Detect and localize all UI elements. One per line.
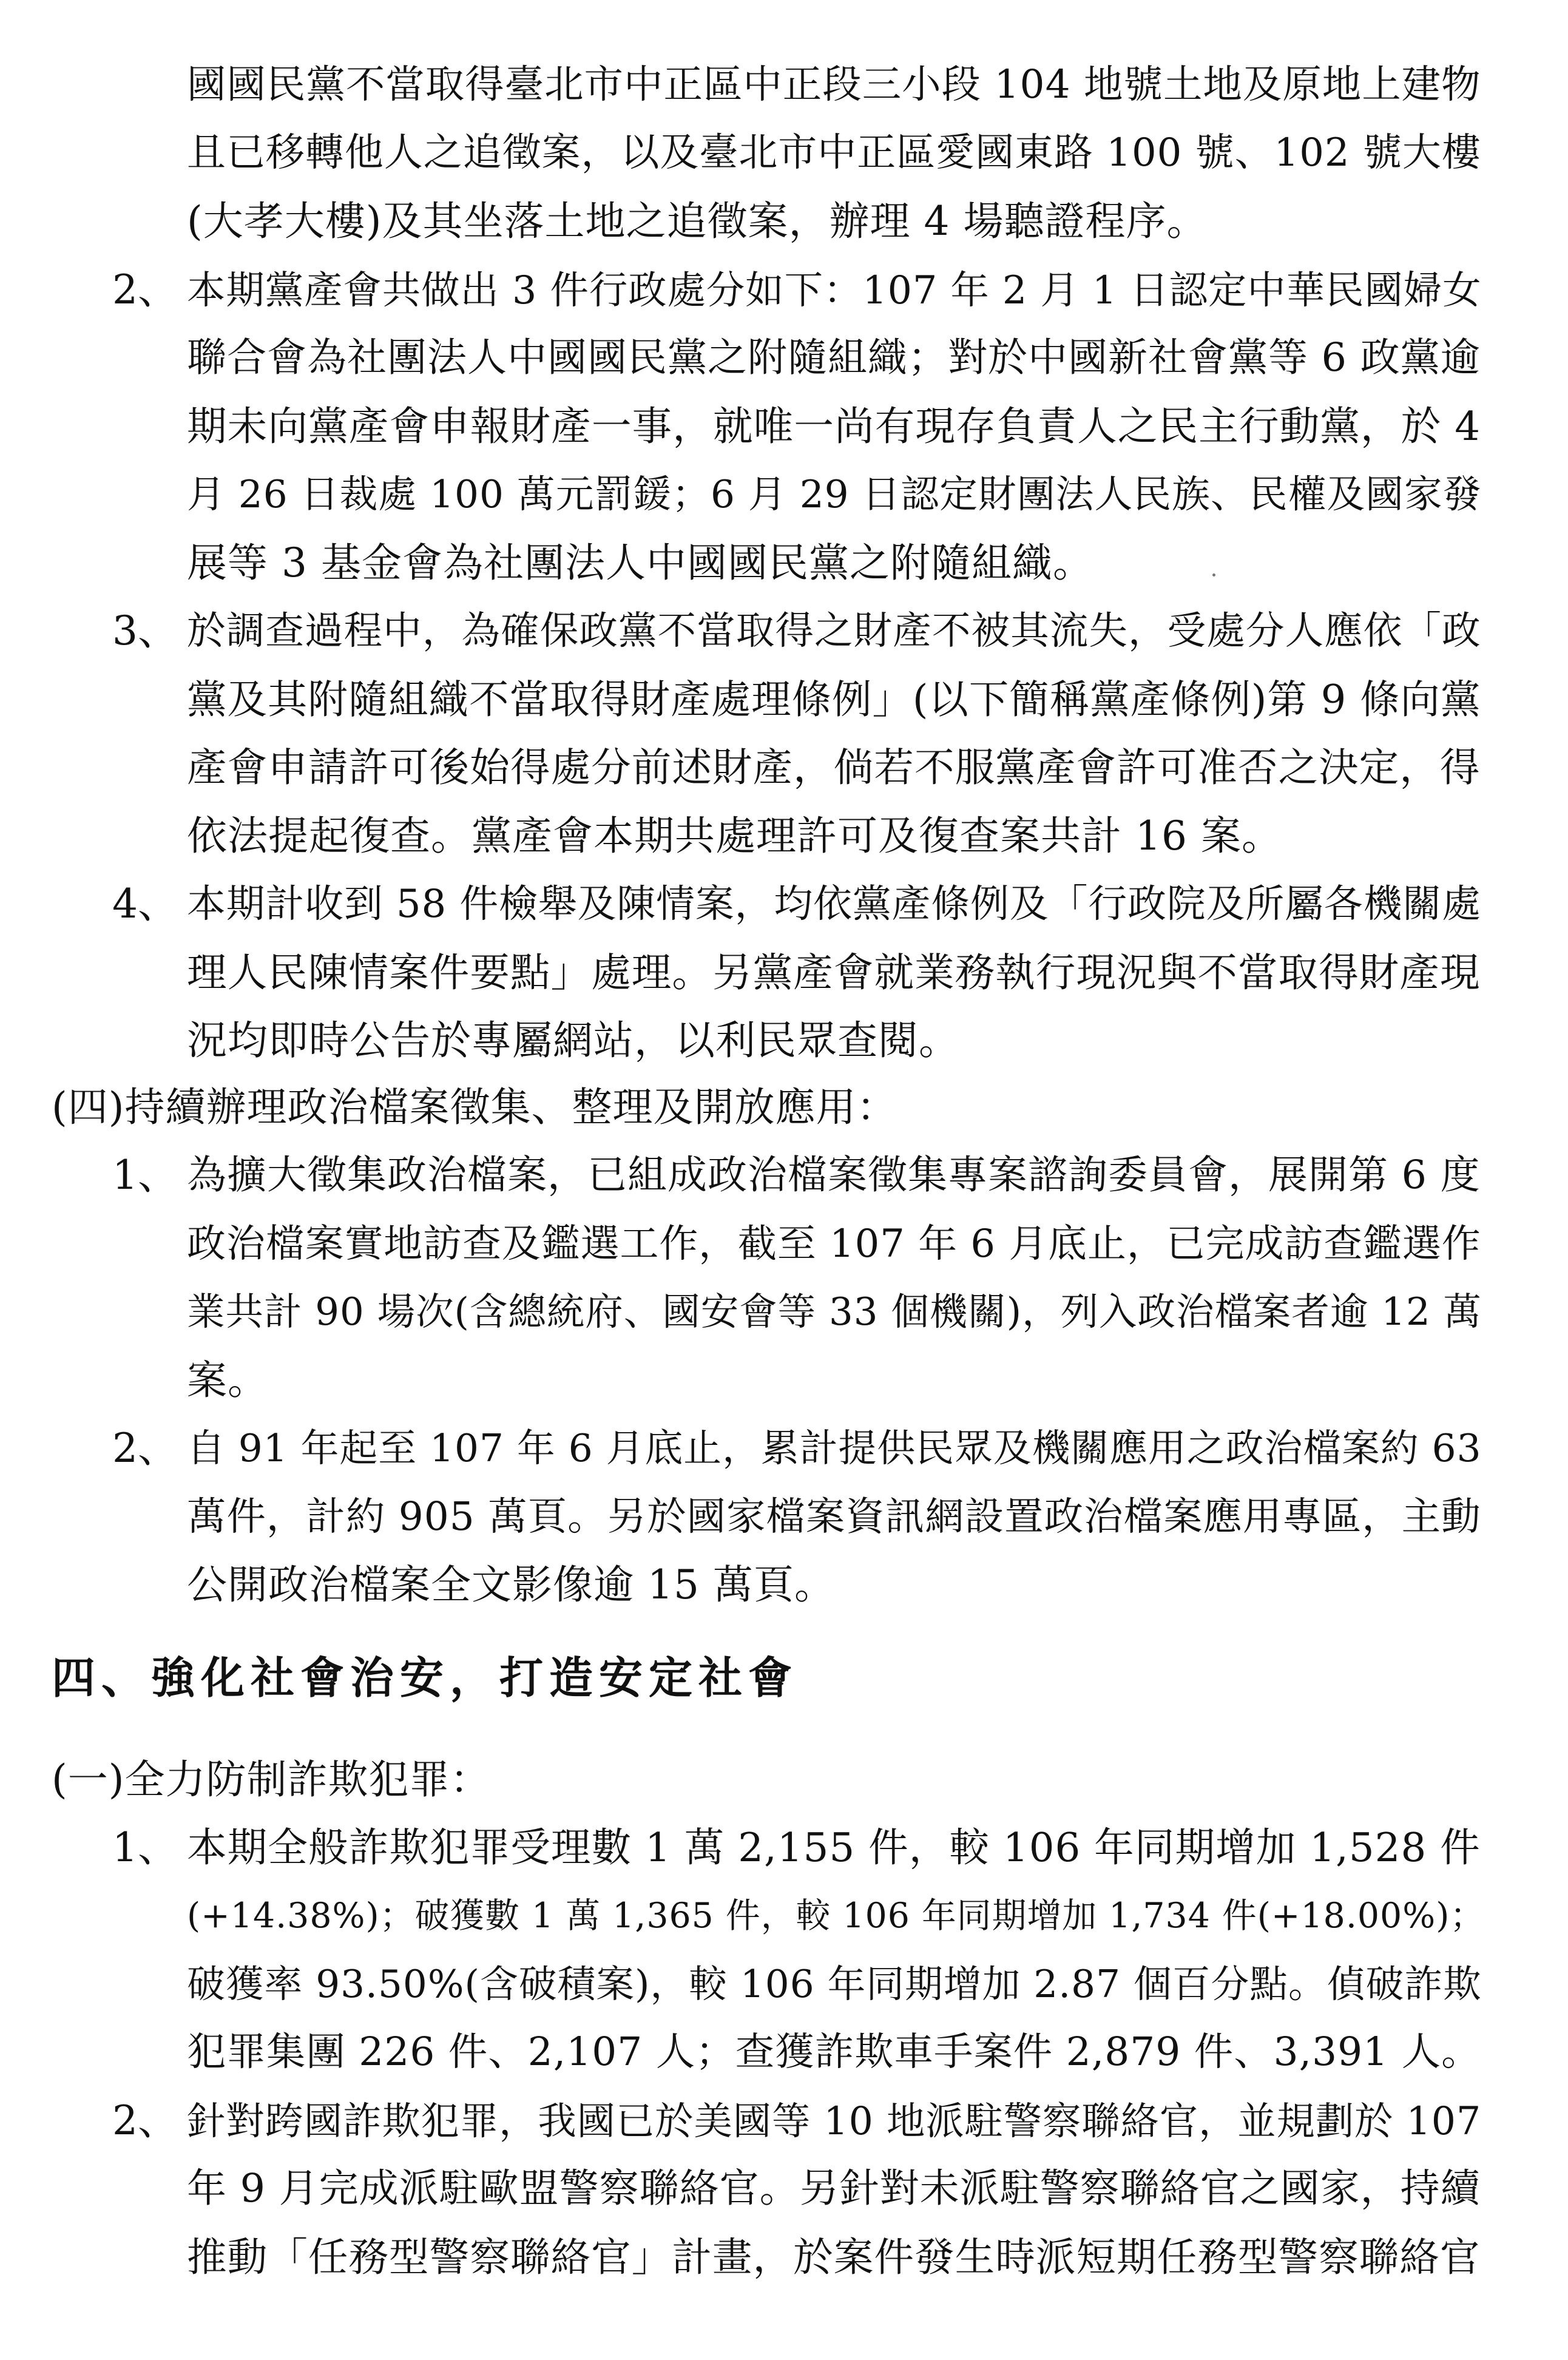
text-line: 業共計 90 場次(含總統府、國安會等 33 個機關)，列入政治檔案者逾 12 萬 [187,1290,1482,1334]
scan-speck [1212,573,1215,576]
section-heading: 四、強化社會治安，打造安定社會 [52,1652,799,1703]
text-line: 本期黨產會共做出 3 件行政處分如下：107 年 2 月 1 日認定中華民國婦女 [187,268,1482,313]
text-line: 依法提起復查。黨產會本期共處理許可及復查案共計 16 案。 [187,813,1282,859]
text-line: 國國民黨不當取得臺北市中正區中正段三小段 104 地號土地及原地上建物 [187,62,1481,107]
text-line: 況均即時公告於專屬網站，以利民眾查閱。 [187,1017,959,1064]
text-line: 破獲率 93.50%(含破積案)，較 106 年同期增加 2.87 個百分點。偵破詐欺 [187,1962,1482,2006]
text-line: 展等 3 基金會為社團法人中國國民黨之附隨組織。 [187,539,1093,586]
text-line: 政治檔案實地訪查及鑑選工作，截至 107 年 6 月底止，已完成訪查鑑選作 [187,1222,1481,1266]
list-item-marker: 1、 [112,1824,178,1871]
text-line: 案。 [187,1357,268,1404]
list-item-marker: 4、 [112,881,178,927]
text-line: 月 26 日裁處 100 萬元罰鍰；6 月 29 日認定財團法人民族、民權及國家發 [187,472,1482,516]
text-line: 自 91 年起至 107 年 6 月底止，累計提供民眾及機關應用之政治檔案約 63 [187,1426,1482,1470]
text-line: 黨及其附隨組織不當取得財產處理條例」(以下簡稱黨產條例)第 9 條向黨 [187,677,1481,723]
text-line: 推動「任務型警察聯絡官」計畫，於案件發生時派短期任務型警察聯絡官 [187,2234,1481,2281]
text-line: 犯罪集團 226 件、2,107 人；查獲詐欺車手案件 2,879 件、3,391 人。 [187,2029,1481,2075]
text-line: 本期計收到 58 件檢舉及陳情案，均依黨產條例及「行政院及所屬各機關處 [187,882,1481,927]
list-item-marker: 2、 [112,2097,178,2144]
list-item-marker: 2、 [112,266,178,313]
text-line: (大孝大樓)及其坐落土地之追徵案，辦理 4 場聽證程序。 [187,198,1208,245]
subsection-title: (一)全力防制詐欺犯罪： [52,1756,491,1803]
text-line: 產會申請許可後始得處分前述財產，倘若不服黨產會許可准否之決定，得 [187,745,1481,791]
text-line: (+14.38%)；破獲數 1 萬 1,365 件，較 106 年同期增加 1,734 件(+18.00%)； [187,1896,1485,1936]
text-line: 公開政治檔案全文影像逾 15 萬頁。 [187,1561,835,1608]
list-item-marker: 2、 [112,1425,178,1472]
text-line: 期未向黨產會申報財產一事，就唯一尚有現存負責人之民主行動黨，於 4 [187,404,1481,450]
text-line: 於調查過程中，為確保政黨不當取得之財產不被其流失，受處分人應依「政 [187,609,1481,654]
subsection-title: (四)持續辦理政治檔案徵集、整理及開放應用： [52,1084,897,1131]
list-item-marker: 3、 [112,607,178,654]
text-line: 針對跨國詐欺犯罪，我國已於美國等 10 地派駐警察聯絡官，並規劃於 107 [187,2098,1482,2143]
text-line: 且已移轉他人之追徵案，以及臺北市中正區愛國東路 100 號、102 號大樓 [187,130,1481,175]
text-line: 本期全般詐欺犯罪受理數 1 萬 2,155 件，較 106 年同期增加 1,528 件 [187,1825,1481,1871]
list-item-marker: 1、 [112,1152,178,1199]
text-line: 理人民陳情案件要點」處理。另黨產會就業務執行現況與不當取得財產現 [187,950,1481,996]
text-line: 年 9 月完成派駐歐盟警察聯絡官。另針對未派駐警察聯絡官之國家，持續 [187,2166,1481,2211]
text-line: 為擴大徵集政治檔案，已組成政治檔案徵集專案諮詢委員會，展開第 6 度 [187,1152,1481,1198]
text-line: 聯合會為社團法人中國國民黨之附隨組織；對於中國新社會黨等 6 政黨逾 [187,335,1481,380]
text-line: 萬件，計約 905 萬頁。另於國家檔案資訊網設置政治檔案應用專區，主動 [187,1494,1481,1540]
